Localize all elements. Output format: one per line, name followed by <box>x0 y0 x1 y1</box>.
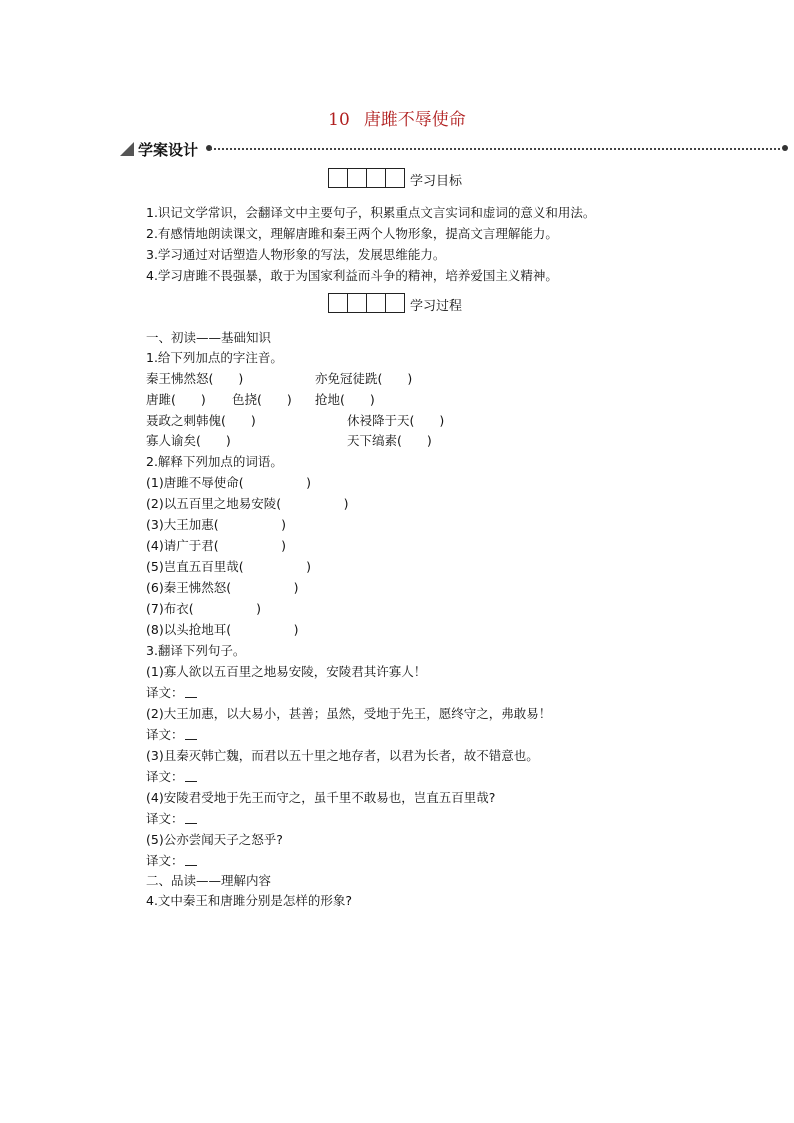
part-heading: 二、品读——理解内容 <box>146 873 272 888</box>
answer-blank <box>185 697 197 698</box>
pinyin-item: 休祲降于天( ) <box>347 413 445 428</box>
objective-item: 3.学习通过对话塑造人物形象的写法，发展思维能力。 <box>146 247 446 262</box>
definition-item: (2)以五百里之地易安陵( ) <box>146 496 349 511</box>
translation-sentence: (2)大王加惠，以大易小，甚善；虽然，受地于先王，愿终守之，弗敢易！ <box>146 706 552 721</box>
pinyin-item: 抢地( ) <box>315 392 375 407</box>
triangle-icon <box>120 142 134 156</box>
part-heading: 一、初读——基础知识 <box>146 330 272 345</box>
answer-blank <box>185 781 197 782</box>
translation-answer-label: 译文： <box>146 853 184 868</box>
answer-blank <box>185 823 197 824</box>
translation-sentence: (3)且秦灭韩亡魏，而君以五十里之地存者，以君为长者，故不错意也。 <box>146 748 539 763</box>
pinyin-item: 亦免冠徒跣( ) <box>315 371 413 386</box>
answer-blank <box>185 865 197 866</box>
translation-answer-label: 译文： <box>146 685 184 700</box>
definition-item: (4)请广于君( ) <box>146 538 286 553</box>
dot-icon <box>782 145 788 151</box>
translation-sentence: (1)寡人欲以五百里之地易安陵，安陵君其许寡人！ <box>146 664 427 679</box>
pinyin-item: 唐雎( ) <box>146 392 206 407</box>
question-prompt: 1.给下列加点的字注音。 <box>146 350 283 365</box>
translation-answer-label: 译文： <box>146 727 184 742</box>
question-prompt: 4.文中秦王和唐雎分别是怎样的形象? <box>146 893 353 908</box>
pinyin-item: 色挠( ) <box>232 392 292 407</box>
translation-answer-label: 译文： <box>146 769 184 784</box>
definition-item: (3)大王加惠( ) <box>146 517 286 532</box>
pinyin-item: 天下缟素( ) <box>347 433 432 448</box>
definition-item: (8)以头抢地耳( ) <box>146 622 299 637</box>
lesson-number: 10 <box>328 110 350 130</box>
lesson-title: 唐雎不辱使命 <box>363 110 466 130</box>
definition-item: (5)岂直五百里哉( ) <box>146 559 311 574</box>
objective-item: 4.学习唐雎不畏强暴，敢于为国家利益而斗争的精神，培养爱国主义精神。 <box>146 268 558 283</box>
pinyin-item: 聂政之刺韩傀( ) <box>146 413 256 428</box>
section-label: 学习目标 <box>410 174 463 189</box>
definition-item: (1)唐雎不辱使命( ) <box>146 475 311 490</box>
definition-item: (6)秦王怫然怒( ) <box>146 580 299 595</box>
question-prompt: 3.翻译下列句子。 <box>146 643 246 658</box>
dotted-divider <box>210 148 780 150</box>
translation-sentence: (5)公亦尝闻天子之怒乎? <box>146 832 283 847</box>
banner-label: 学案设计 <box>138 141 199 159</box>
answer-blank <box>185 739 197 740</box>
pinyin-item: 寡人谕矣( ) <box>146 433 231 448</box>
box-decoration <box>328 168 405 188</box>
section-banner <box>118 139 790 161</box>
translation-sentence: (4)安陵君受地于先王而守之，虽千里不敢易也，岂直五百里哉? <box>146 790 496 805</box>
translation-answer-label: 译文： <box>146 811 184 826</box>
definition-item: (7)布衣( ) <box>146 601 261 616</box>
pinyin-item: 秦王怫然怒( ) <box>146 371 244 386</box>
objective-item: 1.识记文学常识，会翻译文中主要句子，积累重点文言实词和虚词的意义和用法。 <box>146 205 596 220</box>
section-label: 学习过程 <box>410 299 463 314</box>
page-title <box>0 105 794 130</box>
question-prompt: 2.解释下列加点的词语。 <box>146 454 283 469</box>
box-decoration <box>328 293 405 313</box>
objective-item: 2.有感情地朗读课文，理解唐雎和秦王两个人物形象，提高文言理解能力。 <box>146 226 558 241</box>
